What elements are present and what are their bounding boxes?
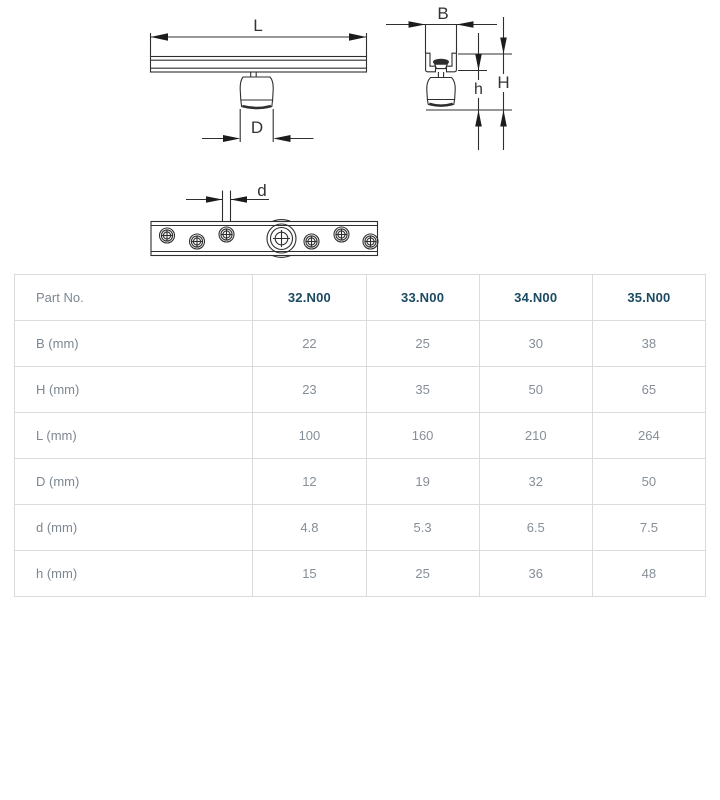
cell-value: 6.5: [479, 505, 592, 551]
table-row-D: [15, 459, 706, 505]
header-part-no: Part No.: [15, 275, 253, 321]
part-number-col-2: 33.N00: [366, 275, 479, 321]
cell-value: 25: [366, 551, 479, 597]
part-number-col-1: 32.N00: [253, 275, 366, 321]
cell-value: 12: [253, 459, 366, 505]
cell-value: 25: [366, 321, 479, 367]
hole-3: [219, 227, 234, 242]
row-label: h (mm): [15, 551, 253, 597]
dimension-L: [151, 33, 367, 56]
hole-5: [304, 234, 319, 249]
cell-value: 4.8: [253, 505, 366, 551]
rail-bottom: [151, 222, 378, 256]
label-d: d: [257, 181, 267, 200]
channel-profile: [426, 53, 457, 72]
knob-front: [240, 72, 273, 109]
bottom-view-drawing: [151, 181, 378, 257]
cell-value: 5.3: [366, 505, 479, 551]
cell-value: 38: [592, 321, 705, 367]
row-label: L (mm): [15, 413, 253, 459]
row-label: H (mm): [15, 367, 253, 413]
hole-6: [334, 227, 349, 242]
part-number-col-3: 34.N00: [479, 275, 592, 321]
table-row-B: [15, 321, 706, 367]
cell-value: 160: [366, 413, 479, 459]
cell-value: 35: [366, 367, 479, 413]
cell-value: 19: [366, 459, 479, 505]
table-row-d: [15, 505, 706, 551]
cell-value: 48: [592, 551, 705, 597]
cell-value: 100: [253, 413, 366, 459]
technical-drawings: [0, 0, 720, 270]
rail-front: [151, 57, 367, 73]
row-label: d (mm): [15, 505, 253, 551]
cell-value: 65: [592, 367, 705, 413]
cell-value: 22: [253, 321, 366, 367]
table-row-H: [15, 367, 706, 413]
cell-value: 30: [479, 321, 592, 367]
label-h: h: [474, 81, 483, 98]
dimensions-table: [14, 274, 706, 597]
label-H: H: [497, 73, 510, 92]
cell-value: 23: [253, 367, 366, 413]
cell-value: 50: [479, 367, 592, 413]
cell-value: 264: [592, 413, 705, 459]
table-header-row: [15, 275, 706, 321]
label-L: L: [253, 16, 263, 35]
hole-7: [363, 234, 378, 249]
cell-value: 32: [479, 459, 592, 505]
side-view-drawing: [386, 4, 512, 150]
front-view-drawing: [151, 16, 367, 142]
cell-value: 7.5: [592, 505, 705, 551]
dimension-B: [386, 21, 497, 53]
cell-value: 15: [253, 551, 366, 597]
knob-side: [427, 72, 455, 106]
hole-2: [190, 234, 205, 249]
row-label: B (mm): [15, 321, 253, 367]
cell-value: 50: [592, 459, 705, 505]
row-label: D (mm): [15, 459, 253, 505]
cell-value: 210: [479, 413, 592, 459]
part-number-col-4: 35.N00: [592, 275, 705, 321]
label-B: B: [437, 4, 449, 23]
label-D: D: [250, 118, 264, 137]
table-row-h: [15, 551, 706, 597]
table-row-L: [15, 413, 706, 459]
cell-value: 36: [479, 551, 592, 597]
hole-1: [160, 228, 175, 243]
